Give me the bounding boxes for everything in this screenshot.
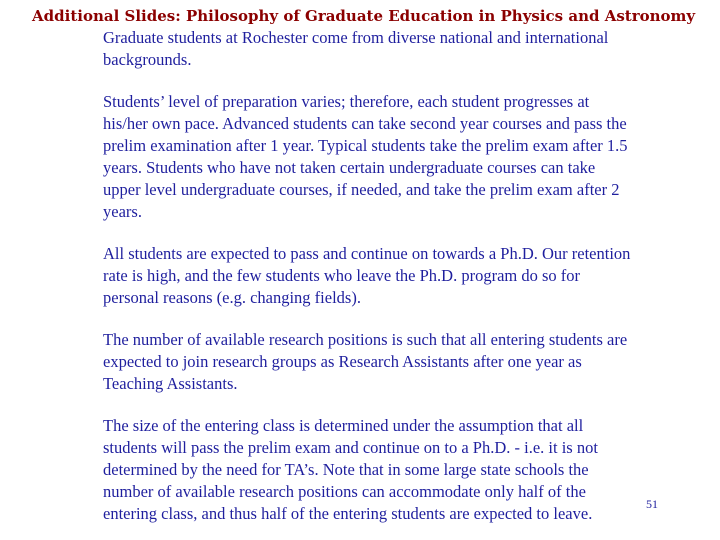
text-line: students will pass the prelim exam and continue on to a Ph.D. - i.e. it is not (103, 438, 598, 457)
text-line: prelim examination after 1 year. Typical students take the prelim exam after 1.5 (103, 136, 628, 155)
text-line: personal reasons (e.g. changing fields). (103, 288, 361, 307)
text-line: The size of the entering class is determined under the assumption that all (103, 416, 584, 435)
text-line: number of available research positions can accommodate only half of the (103, 482, 586, 501)
text-line: years. (103, 202, 142, 221)
text-line: Graduate students at Rochester come from diverse national and international (103, 28, 609, 47)
paragraph-retention (103, 243, 693, 309)
text-line: determined by the need for TA’s. Note that in some large state schools the (103, 460, 589, 479)
page-number: 51 (646, 497, 658, 511)
paragraph-preparation (103, 91, 693, 223)
text-line: Teaching Assistants. (103, 374, 238, 393)
text-line: All students are expected to pass and continue on towards a Ph.D. Our retention (103, 244, 631, 263)
paragraph-class-size (103, 415, 693, 525)
text-line: The number of available research positions is such that all entering students are (103, 330, 628, 349)
text-line: upper level undergraduate courses, if needed, and take the prelim exam after 2 (103, 180, 620, 199)
paragraph-research-positions (103, 329, 693, 395)
text-line: his/her own pace. Advanced students can take second year courses and pass the (103, 114, 627, 133)
text-line: years. Students who have not taken certain undergraduate courses can take (103, 158, 596, 177)
text-line: backgrounds. (103, 50, 192, 69)
text-line: Students’ level of preparation varies; therefore, each student progresses at (103, 92, 590, 111)
text-line: rate is high, and the few students who leave the Ph.D. program do so for (103, 266, 581, 285)
text-line: entering class, and thus half of the entering students are expected to leave. (103, 504, 593, 523)
text-line: expected to join research groups as Research Assistants after one year as (103, 352, 582, 371)
slide-title: Additional Slides: Philosophy of Graduate Education in Physics and Astronomy (32, 7, 696, 25)
paragraph-diverse-backgrounds (103, 27, 693, 71)
